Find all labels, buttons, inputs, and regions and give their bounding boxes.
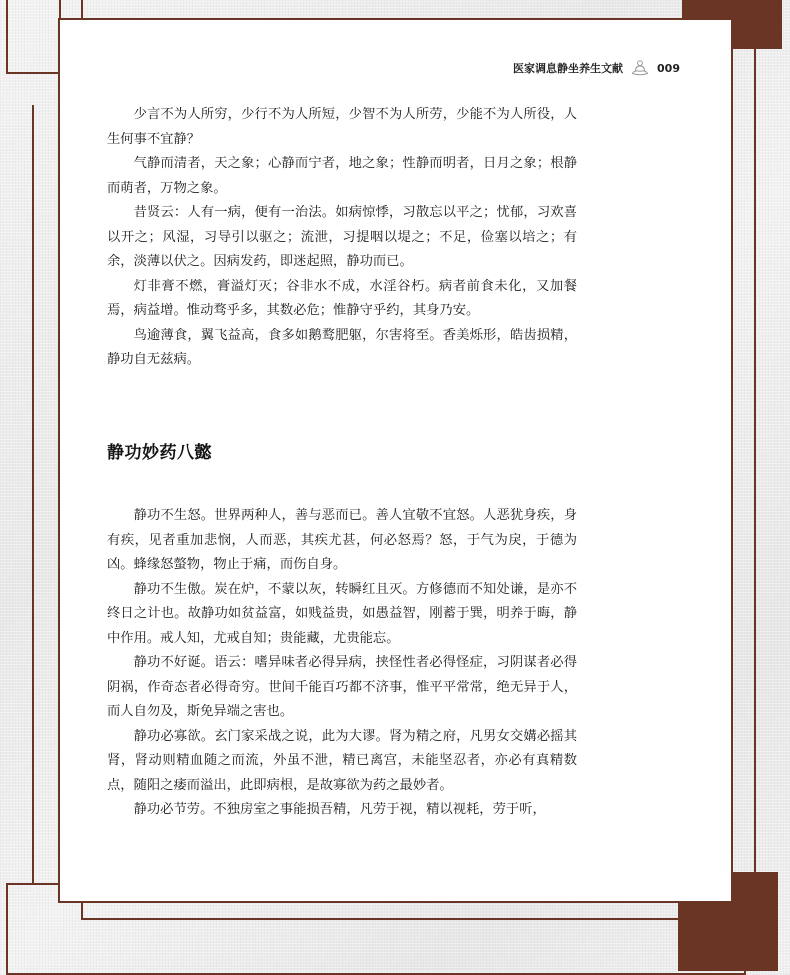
top-left-frame [6,0,61,74]
right-rule-outer [754,48,756,874]
bottom-right-brown-block [732,872,778,971]
top-vertical-rule [81,0,83,20]
paragraph: 静功必节劳。不独房室之事能损吾精，凡劳于视，精以视耗，劳于听， [133,802,546,817]
page-number: 009 [657,61,680,75]
paragraph: 昔贤云：人有一病，便有一治法。如病惊悸，习散忘以平之；忧郁，习欢喜以开之；风湿，习导引以驱之；流泄，习提咽以堤之；不足，俭塞以培之；有余，淡薄以伏之。因病发药，即迷起照，静功而已。 [107,205,577,269]
running-title: 医家调息静坐养生文献 [513,62,624,75]
paragraph: 鸟逾薄食，翼飞益高，食多如鹅鹜肥躯，尔害将至。香美烁形，皓齿损精，静功自无兹病。 [107,327,577,367]
bottom-right-brown-extension [678,902,738,971]
section-title: 静功妙药八懿 [107,443,212,463]
left-inner-rule [32,105,34,885]
meditating-figure-icon [631,60,649,76]
paragraph: 静功不生怒。世界两种人，善与恶而已。善人宜敬不宜怒。人恶犹身疾，身有疾，见者重加悲悯，人而恶，其疾尤甚，何必怒焉？怒，于气为戾，于德为凶。蜂缘怒螫物，物止于痛，而伤自身。 [107,508,577,572]
section-2-body [107,504,577,823]
paragraph: 静功必寡欲。玄门家采战之说，此为大谬。肾为精之府，凡男女交媾必摇其肾，肾动则精血随之而流，外虽不泄，精已离宫，未能坚忍者，亦必有真精数点，随阳之痿而溢出，此即病根，是故寡欲为药之最妙者。 [107,728,577,793]
paragraph: 少言不为人所穷，少行不为人所短，少智不为人所劳，少能不为人所役，人生何事不宜静？ [107,107,577,147]
paragraph: 气静而清者，天之象；心静而宁者，地之象；性静而明者，日月之象；根静而萌者，万物之象。 [107,156,577,196]
section-1-body [107,103,577,373]
running-head [513,60,680,76]
bottom-offset-frame [81,900,701,920]
paragraph: 静功不生傲。炭在炉，不蒙以灰，转瞬红且灭。方修德而不知处谦，是亦不终日之计也。故静功如贫益富，如贱益贵，如愚益智，刚蓄于巽，明养于晦，静中作用。戒人知，尤戒自知；贵能藏，尤贵能忘。 [107,581,577,646]
paragraph: 灯非膏不燃，膏溢灯灭；谷非水不成，水淫谷朽。病者前食未化，又加餐焉，病益增。惟动骛乎多，其数必危；惟静守乎约，其身乃安。 [107,278,577,318]
paragraph: 静功不好诞。语云：嗜异味者必得异病，挟怪性者必得怪症，习阴谋者必得阴祸，作奇态者必得奇穷。世间千能百巧都不济事，惟平平常常，绝无异于人，而人自勿及，斯免异端之害也。 [107,655,577,719]
